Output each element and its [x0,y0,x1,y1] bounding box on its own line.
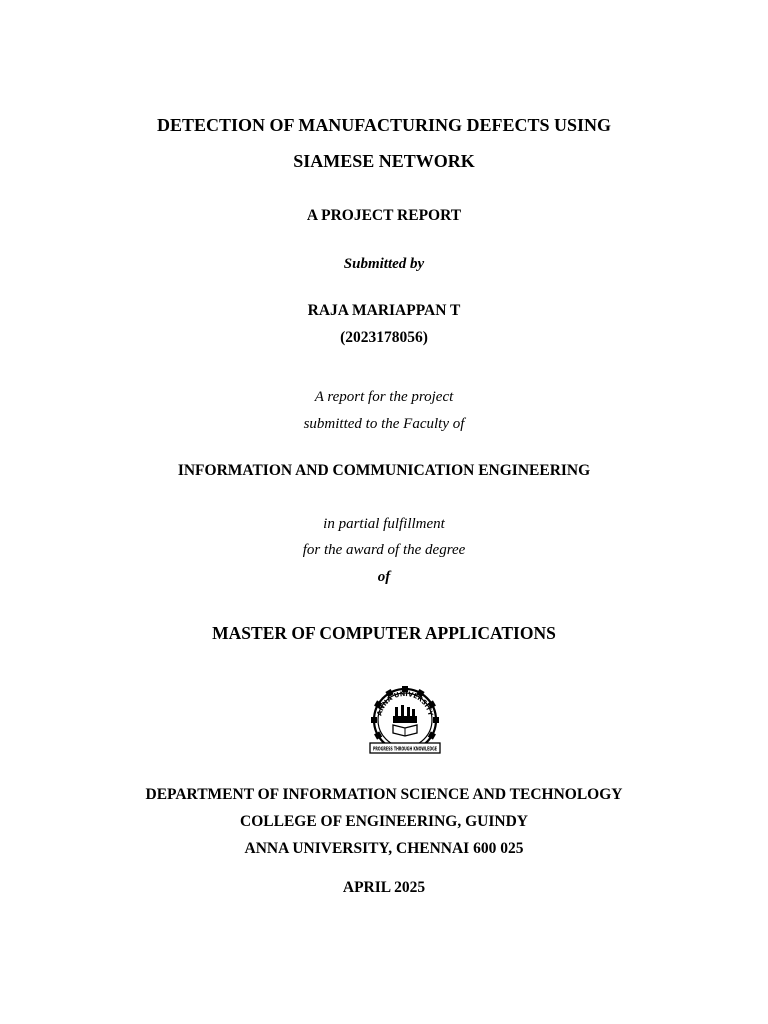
submission-date: APRIL 2025 [342,879,426,896]
author-name: RAJA MARIAPPAN T [307,302,461,319]
faculty-name: INFORMATION AND COMMUNICATION ENGINEERING [177,462,591,479]
report-note-line-1: A report for the project [314,389,454,405]
report-type: A PROJECT REPORT [306,207,462,224]
fulfillment-line-3: of [377,569,391,585]
degree-name: MASTER OF COMPUTER APPLICATIONS [212,623,556,643]
logo-banner-text: PROGRESS THROUGH KNOWLEDGE [373,746,438,753]
submitted-by-label: Submitted by [343,256,425,272]
author-id: (2023178056) [340,329,428,346]
college-name: COLLEGE OF ENGINEERING, GUINDY [240,813,528,830]
report-note-line-2: submitted to the Faculty of [303,416,465,432]
logo-arc-text: ANNA UNIVERSITY [375,689,435,717]
department-name: DEPARTMENT OF INFORMATION SCIENCE AND TECHNOLOGY [145,786,623,803]
title-line-2: SIAMESE NETWORK [293,151,475,171]
anna-university-emblem-icon [364,683,446,755]
fulfillment-line-1: in partial fulfillment [323,516,445,532]
title-line-1: DETECTION OF MANUFACTURING DEFECTS USING [156,115,612,135]
fulfillment-line-2: for the award of the degree [302,542,466,558]
university-name: ANNA UNIVERSITY, CHENNAI 600 025 [244,840,524,857]
